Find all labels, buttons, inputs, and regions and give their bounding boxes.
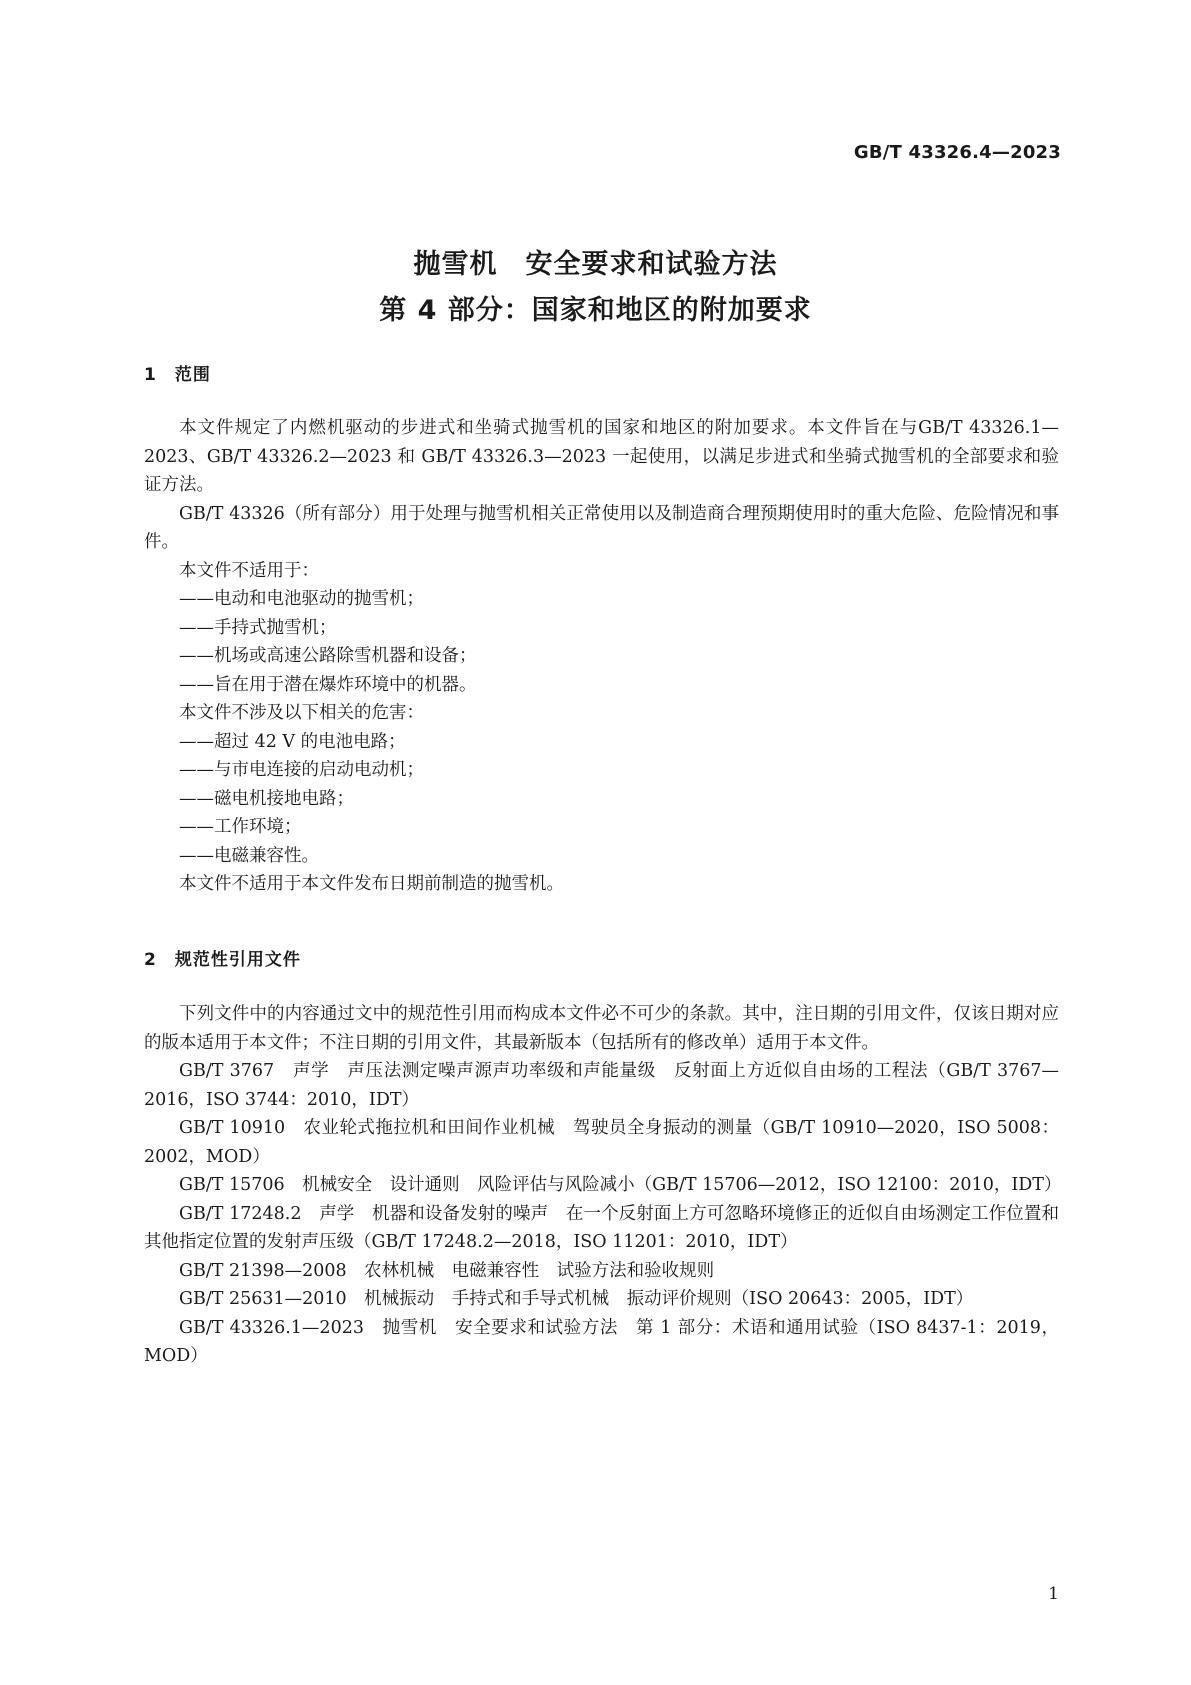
document-title-line2: 第 4 部分：国家和地区的附加要求	[379, 295, 812, 326]
section-scope-body	[144, 414, 1059, 899]
exclusion-item: ——手持式抛雪机；	[179, 617, 337, 638]
reference-item: GB/T 3767 声学 声压法测定噪声源声功率级和声能量级 反射面上方近似自由场的工程法（GB/T 3767—2016，ISO 3744：2010，IDT）	[144, 1061, 1059, 1110]
reference-item: GB/T 25631—2010 机械振动 手持式和手导式机械 振动评价规则（ISO 20643：2005，IDT）	[179, 1289, 974, 1309]
document-title-line1: 抛雪机 安全要求和试验方法	[413, 249, 778, 280]
exclusion-item: ——机场或高速公路除雪机器和设备；	[179, 646, 477, 666]
scope-paragraph: GB/T 43326（所有部分）用于处理与抛雪机相关正常使用以及制造商合理预期使用时的重大危险、危险情况和事件。	[144, 503, 1059, 552]
exclusion-item: ——电动和电池驱动的抛雪机；	[179, 589, 424, 609]
hazard-item: ——工作环境；	[179, 817, 302, 837]
hazard-item: ——磁电机接地电路；	[179, 788, 354, 809]
scope-paragraph: 本文件规定了内燃机驱动的步进式和坐骑式抛雪机的国家和地区的附加要求。本文件旨在与GB/T 43326.1—2023、GB/T 43326.2—2023 和 GB/T 43326.3—2023 一起使用，以满足步进式和坐骑式抛雪机的全部要求和验证方法。	[144, 418, 1059, 495]
reference-item: GB/T 10910 农业轮式拖拉机和田间作业机械 驾驶员全身振动的测量（GB/T 10910—2020，ISO 5008：2002，MOD）	[144, 1118, 1059, 1167]
reference-item: GB/T 21398—2008 农林机械 电磁兼容性 试验方法和验收规则	[179, 1260, 715, 1281]
hazard-item: ——超过 42 V 的电池电路；	[179, 731, 406, 752]
reference-item: GB/T 17248.2 声学 机器和设备发射的噪声 在一个反射面上方可忽略环境修正的近似自由场测定工作位置和其他指定位置的发射声压级（GB/T 17248.2—2018，ISO 11201：2010，IDT）	[144, 1203, 1059, 1252]
section-heading-normative-references: 2 规范性引用文件	[144, 950, 301, 970]
page-number: 1	[1048, 1584, 1059, 1604]
hazard-item: ——与市电连接的启动电动机；	[179, 760, 424, 780]
reference-item: GB/T 15706 机械安全 设计通则 风险评估与风险减小（GB/T 15706—2012，ISO 12100：2010，IDT）	[179, 1175, 1062, 1195]
hazards-intro: 本文件不涉及以下相关的危害：	[179, 703, 424, 723]
scope-closing: 本文件不适用于本文件发布日期前制造的抛雪机。	[179, 874, 564, 894]
references-intro: 下列文件中的内容通过文中的规范性引用而构成本文件必不可少的条款。其中，注日期的引用文件，仅该日期对应的版本适用于本文件；不注日期的引用文件，其最新版本（包括所有的修改单）适用于本文件。	[144, 1004, 1059, 1053]
section-references-body	[144, 1000, 1062, 1371]
standard-code: GB/T 43326.4—2023	[853, 142, 1061, 163]
hazard-item: ——电磁兼容性。	[179, 845, 319, 866]
reference-item: GB/T 43326.1—2023 抛雪机 安全要求和试验方法 第 1 部分：术语和通用试验（ISO 8437-1：2019，MOD）	[144, 1317, 1059, 1366]
scope-paragraph: 本文件不适用于：	[179, 560, 319, 581]
section-heading-scope: 1 范围	[144, 365, 211, 385]
exclusion-item: ——旨在用于潜在爆炸环境中的机器。	[179, 674, 477, 695]
